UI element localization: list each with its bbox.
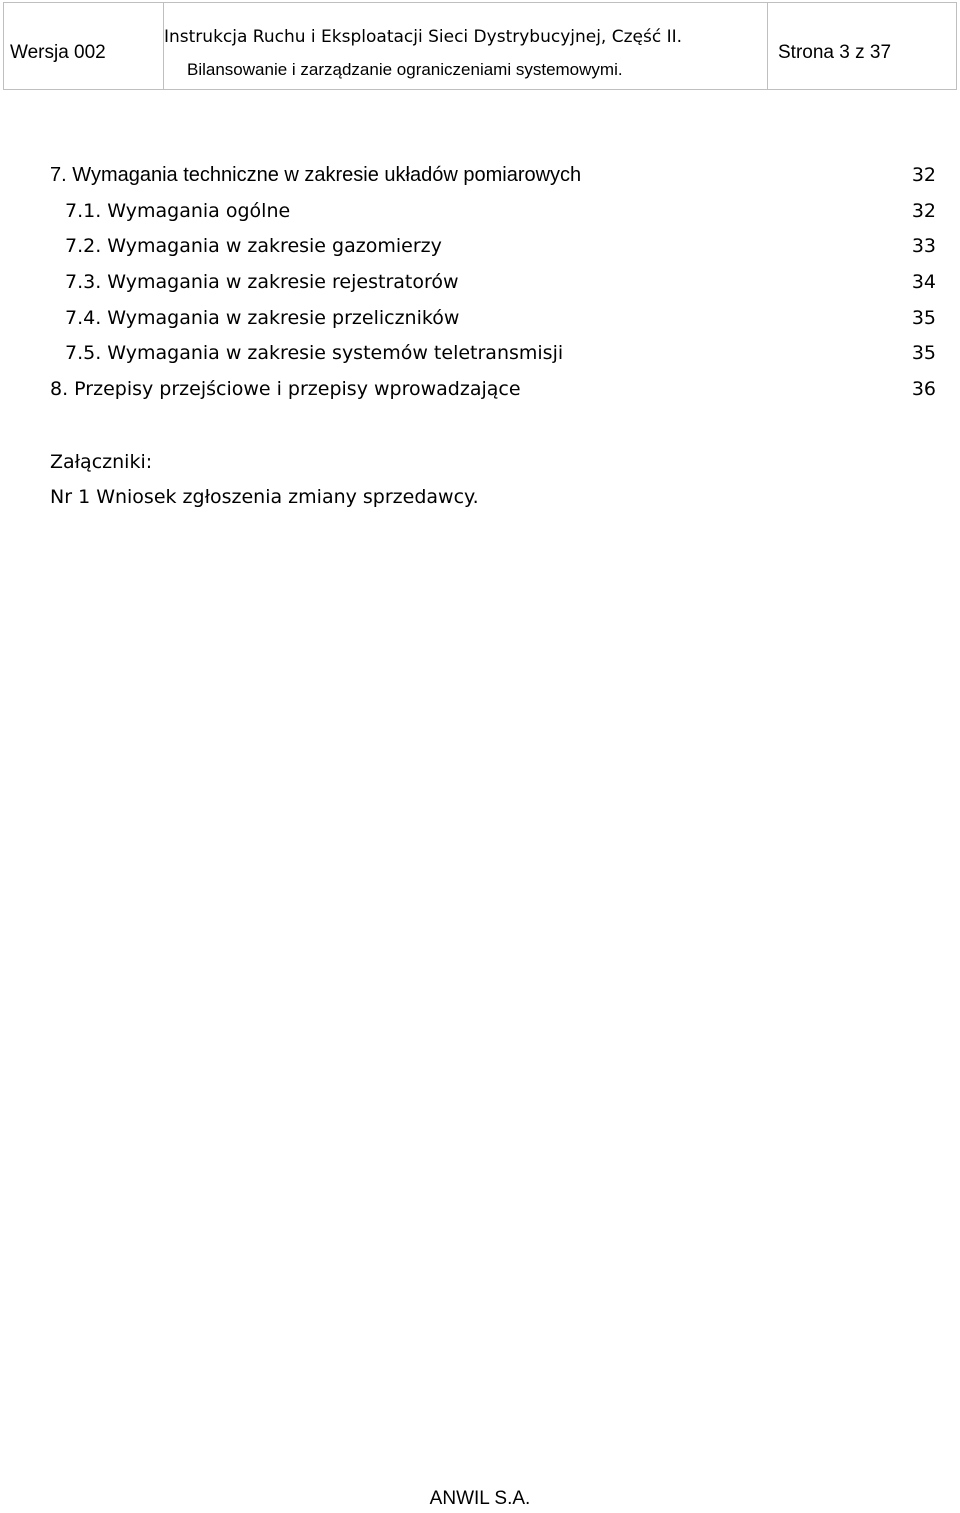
toc-entry[interactable] bbox=[50, 160, 936, 196]
toc-entry-title: 7.5. Wymagania w zakresie systemów teletransmisji bbox=[65, 342, 564, 365]
header-title-cell bbox=[164, 3, 768, 89]
header-page-cell bbox=[768, 3, 956, 89]
page-footer: ANWIL S.A. bbox=[429, 1488, 531, 1509]
document-version: Wersja 002 bbox=[10, 42, 106, 63]
attachments-section bbox=[50, 447, 479, 512]
toc-entry-title: 7.1. Wymagania ogólne bbox=[65, 199, 291, 222]
toc-entry[interactable] bbox=[50, 303, 936, 339]
toc-entry-page: 34 bbox=[911, 271, 936, 294]
header-version-cell bbox=[4, 3, 164, 89]
table-of-contents bbox=[50, 160, 936, 410]
toc-entry-page: 33 bbox=[911, 235, 936, 258]
page-header bbox=[3, 2, 957, 90]
toc-entry-title: 7.4. Wymagania w zakresie przeliczników bbox=[65, 306, 460, 329]
toc-entry-page: 36 bbox=[911, 378, 936, 401]
toc-entry[interactable] bbox=[50, 267, 936, 303]
attachment-item: Nr 1 Wniosek zgłoszenia zmiany sprzedawcy. bbox=[50, 486, 479, 508]
toc-entry-page: 35 bbox=[911, 306, 936, 329]
toc-entry-title: 8. Przepisy przejściowe i przepisy wprowadzające bbox=[50, 378, 521, 401]
toc-entry[interactable] bbox=[50, 196, 936, 232]
attachments-heading: Załączniki: bbox=[50, 451, 153, 473]
toc-entry-page: 35 bbox=[911, 342, 936, 365]
document-subtitle: Bilansowanie i zarządzanie ograniczeniami systemowymi. bbox=[187, 60, 623, 79]
toc-entry-page: 32 bbox=[911, 164, 936, 186]
toc-entry[interactable] bbox=[50, 338, 936, 374]
document-title: Instrukcja Ruchu i Eksploatacji Sieci Dystrybucyjnej, Część II. bbox=[164, 27, 683, 47]
toc-entry-title: 7.2. Wymagania w zakresie gazomierzy bbox=[65, 235, 442, 258]
toc-entry-title: 7.3. Wymagania w zakresie rejestratorów bbox=[65, 271, 459, 294]
toc-entry[interactable] bbox=[50, 231, 936, 267]
toc-entry[interactable] bbox=[50, 374, 936, 410]
toc-entry-page: 32 bbox=[911, 199, 936, 222]
page-number: Strona 3 z 37 bbox=[778, 42, 892, 63]
toc-entry-title: 7. Wymagania techniczne w zakresie układów pomiarowych bbox=[50, 164, 582, 186]
